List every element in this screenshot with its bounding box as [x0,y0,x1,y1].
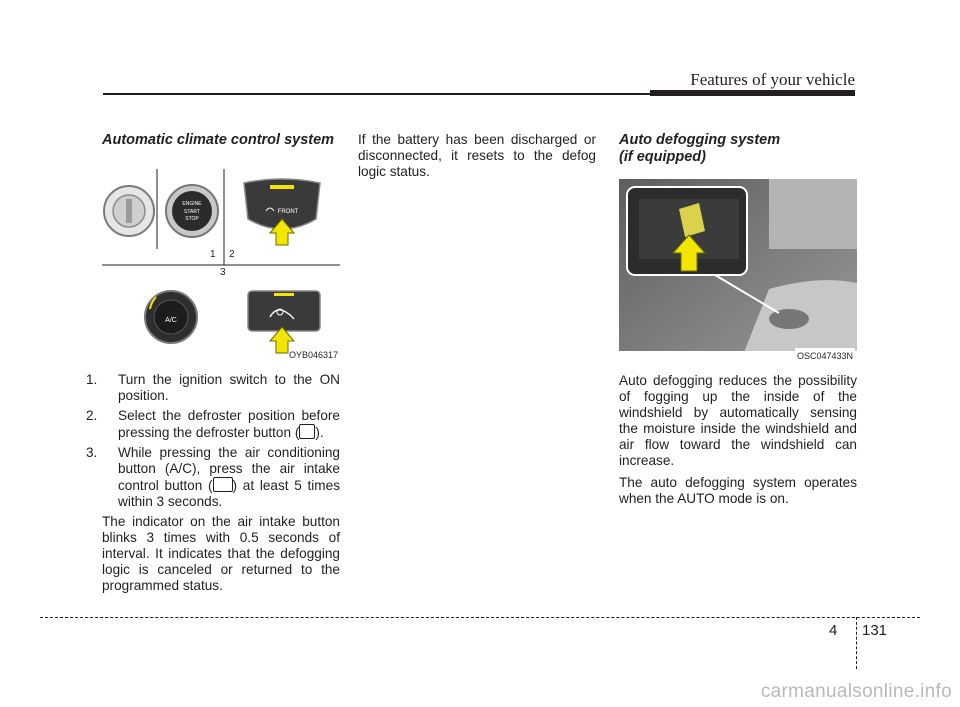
page-header-title: Features of your vehicle [690,70,855,89]
front-label: FRONT [277,209,299,215]
chapter-number: 4 [829,622,838,639]
section-heading-climate: Automatic climate control system [102,132,335,148]
air-intake-button-icon [248,291,320,331]
ac-button-icon [145,291,197,343]
section-heading-auto-defog: Auto defogging system (if equipped) [619,132,781,165]
climate-controls-illustration [102,169,340,364]
ac-label: A/C [165,317,177,324]
callout-2: 2 [229,249,235,260]
figure-auto-defog-sensor [619,179,857,365]
callout-3: 3 [220,267,226,278]
figure-code: OYB046317 [288,350,338,360]
defroster-icon [299,424,315,439]
footer-divider [856,617,857,669]
step-item: 2. Select the defroster position before pressing the defroster button ( ). [86,408,340,440]
paragraph-battery: If the battery has been discharged or disconnected, it resets to the defog logic status. [358,132,596,179]
ignition-switch-icon [104,186,154,236]
right-column [619,132,857,507]
start-label: START [184,209,200,215]
stop-label: STOP [185,216,199,222]
engine-start-stop-icon [166,185,218,237]
footer-rule [40,617,920,618]
header-rule-accent [650,90,855,96]
step-item: 3. While pressing the air conditioning button (A/C), press the air intake control button ( ) at least 5 times within 3 seconds. [86,445,340,509]
paragraph-auto-defog-description: Auto defogging reduces the possibility of fogging up the inside of the windshield by automatically sensing the moisture inside the windshield and air flow toward the windshield can increase. [619,373,857,468]
paragraph-auto-defog-operation: The auto defogging system operates when the AUTO mode is on. [619,475,857,506]
air-intake-icon [213,477,233,492]
engine-label: ENGINE [182,201,202,207]
callout-1: 1 [210,249,216,260]
figure-code: OSC047433N [795,348,855,364]
steps-list [86,372,340,510]
left-column [86,132,340,594]
step-item: 1. Turn the ignition switch to the ON position. [86,372,340,403]
paragraph-indicator: The indicator on the air intake button blinks 3 times with 0.5 seconds of interval. It indicates that the defogging logic is canceled or returned to the programmed status. [102,514,340,593]
middle-column [358,132,596,180]
windshield-sensor-photo [619,179,857,365]
page-number: 131 [862,622,888,639]
figure-climate-controls [102,169,340,364]
watermark: carmanualsonline.info [760,681,952,702]
